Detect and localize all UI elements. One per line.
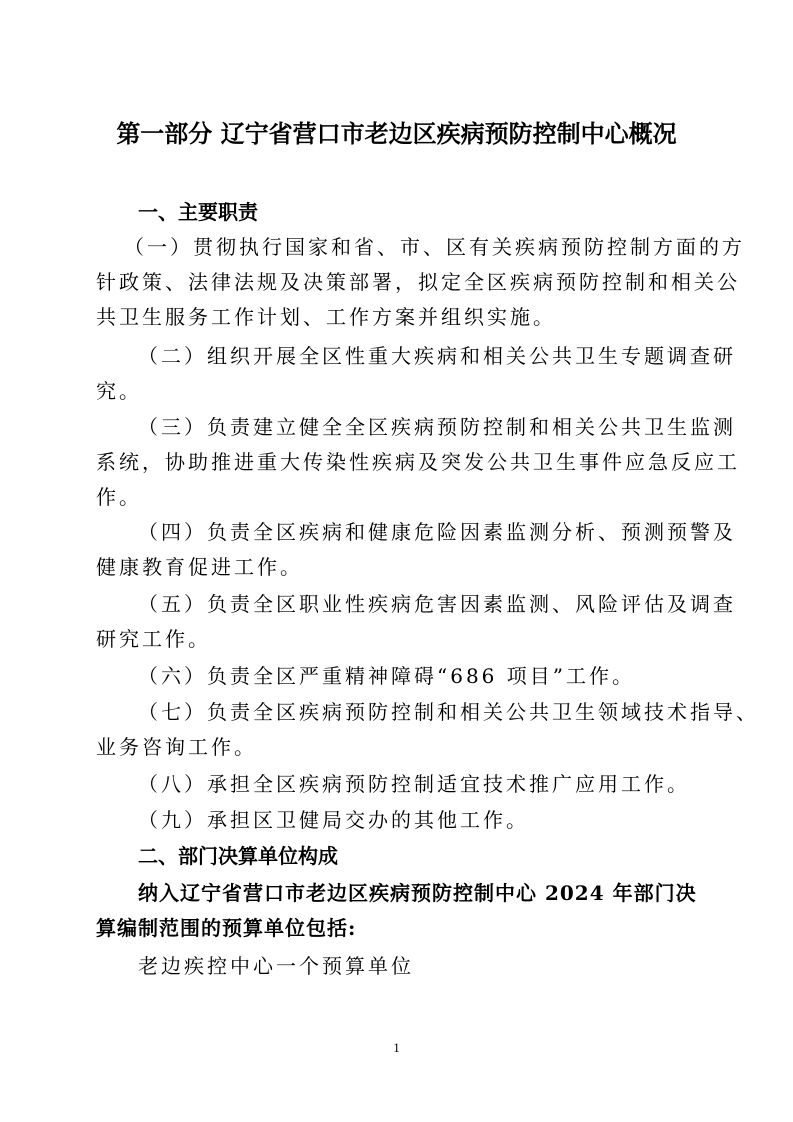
duty-line: （八）承担全区疾病预防控制适宜技术推广应用工作。 (138, 772, 690, 796)
duty-line: （五）负责全区职业性疾病危害因素监测、风险评估及调查 (138, 592, 736, 616)
unit-intro-line: 纳入辽宁省营口市老边区疾病预防控制中心 2024 年部门决 (138, 881, 697, 905)
duty-line: 健康教育促进工作。 (96, 555, 303, 579)
duty-line: （四）负责全区疾病和健康危险因素监测分析、预测预警及 (138, 520, 736, 544)
duty-line: 究。 (96, 379, 142, 403)
duty-line: 业务咨询工作。 (96, 735, 257, 759)
duty-line: （六）负责全区严重精神障碍“686 项目”工作。 (138, 664, 635, 688)
duty-line: （七）负责全区疾病预防控制和相关公共卫生领域技术指导、 (138, 700, 759, 724)
duty-line: 研究工作。 (96, 627, 211, 651)
section-heading-main-duties: 一、主要职责 (138, 200, 258, 224)
duty-line: 作。 (96, 485, 142, 509)
document-title: 第一部分 辽宁省营口市老边区疾病预防控制中心概况 (116, 120, 677, 148)
duty-line: 针政策、法律法规及决策部署，拟定全区疾病预防控制和相关公 (96, 270, 740, 294)
duty-line: 系统，协助推进重大传染性疾病及突发公共卫生事件应急反应工 (96, 450, 740, 474)
duty-line: 共卫生服务工作计划、工作方案并组织实施。 (96, 305, 556, 329)
duty-line: （一）贯彻执行国家和省、市、区有关疾病预防控制方面的方 (124, 235, 745, 259)
duty-line: （三）负责建立健全全区疾病预防控制和相关公共卫生监测 (138, 415, 736, 439)
unit-intro-line: 算编制范围的预算单位包括: (96, 916, 357, 940)
unit-body-text: 老边疾控中心一个预算单位 (138, 954, 414, 978)
duty-line: （九）承担区卫健局交办的其他工作。 (138, 808, 529, 832)
duty-line: （二）组织开展全区性重大疾病和相关公共卫生专题调查研 (138, 344, 736, 368)
page-number: 1 (393, 1040, 400, 1055)
section-heading-unit-composition: 二、部门决算单位构成 (138, 844, 338, 868)
